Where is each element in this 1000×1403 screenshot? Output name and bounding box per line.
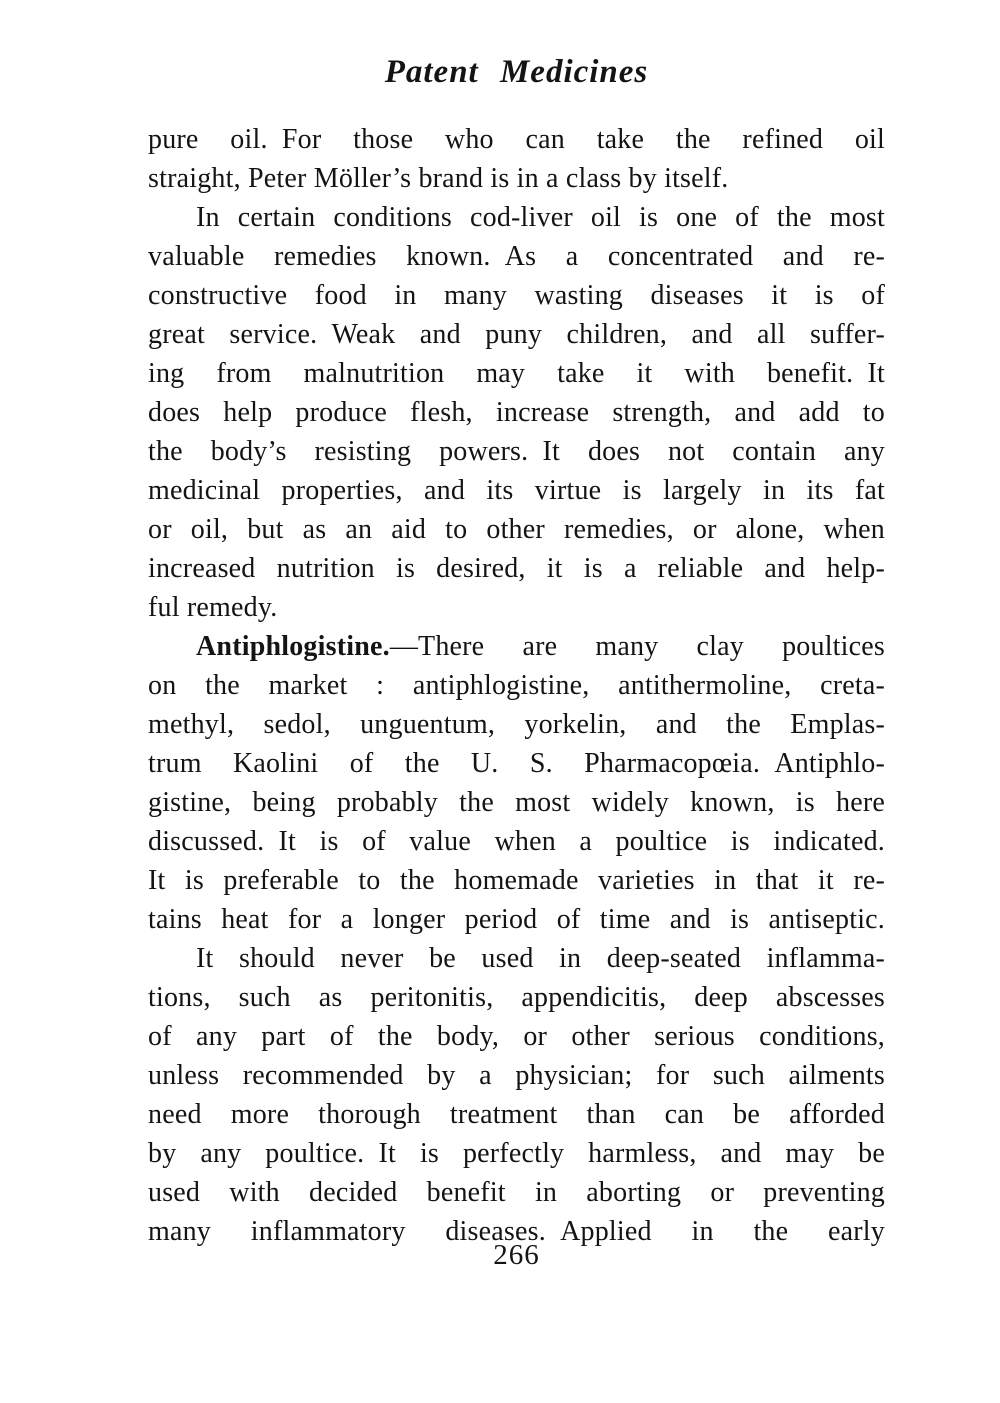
running-head: Patent Medicines — [384, 54, 649, 90]
text-line-28: used with decided benefit in aborting or preventing — [148, 1177, 885, 1208]
text-line-15: on the market : antiphlogistine, antithermoline, creta- — [148, 670, 885, 701]
text-line-23: tions, such as peritonitis, appendicitis, deep abscesses — [148, 982, 885, 1013]
text-line-14: Antiphlogistine.—There are many clay poultices — [196, 631, 885, 662]
text-line-12: increased nutrition is desired, it is a reliable and help- — [148, 553, 885, 584]
text-line-18: gistine, being probably the most widely known, is here — [148, 787, 885, 818]
body-text-block — [148, 120, 885, 1251]
text-line-5: constructive food in many wasting diseases it is of — [148, 280, 885, 311]
text-line-16: methyl, sedol, unguentum, yorkelin, and the Emplas- — [148, 709, 885, 740]
text-line-19: discussed. It is of value when a poultice is indicated. — [148, 826, 885, 857]
text-line-29: many inflammatory diseases. Applied in the early — [148, 1216, 885, 1247]
text-line-11: or oil, but as an aid to other remedies, or alone, when — [148, 514, 885, 545]
text-line-25: unless recommended by a physician; for such ailments — [148, 1060, 885, 1091]
text-line-4: valuable remedies known. As a concentrated and re- — [148, 241, 885, 272]
page-number: 266 — [493, 1239, 540, 1271]
text-line-24: of any part of the body, or other serious conditions, — [148, 1021, 885, 1052]
paragraph-lead-bold: Antiphlogistine. — [196, 631, 390, 662]
text-line-7: ing from malnutrition may take it with benefit. It — [148, 358, 885, 389]
text-line-2: straight, Peter Möller’s brand is in a class by itself. — [148, 163, 729, 194]
text-line-9: the body’s resisting powers. It does not contain any — [148, 436, 885, 467]
text-line-8: does help produce flesh, increase strength, and add to — [148, 397, 885, 428]
text-line-10: medicinal properties, and its virtue is largely in its fat — [148, 475, 885, 506]
text-line-27: by any poultice. It is perfectly harmless, and may be — [148, 1138, 885, 1169]
text-line-1: pure oil. For those who can take the refined oil — [148, 124, 885, 155]
text-line-6: great service. Weak and puny children, and all suffer- — [148, 319, 885, 350]
text-line-21: tains heat for a longer period of time and is antiseptic. — [148, 904, 885, 935]
text-line-17: trum Kaolini of the U. S. Pharmacopœia. Antiphlo- — [148, 748, 885, 779]
text-line-20: It is preferable to the homemade varieties in that it re- — [148, 865, 885, 896]
text-line-3: In certain conditions cod-liver oil is one of the most — [196, 202, 885, 233]
text-line-13: ful remedy. — [148, 592, 278, 623]
text-line-26: need more thorough treatment than can be afforded — [148, 1099, 885, 1130]
text-line-22: It should never be used in deep-seated inflamma- — [196, 943, 885, 974]
